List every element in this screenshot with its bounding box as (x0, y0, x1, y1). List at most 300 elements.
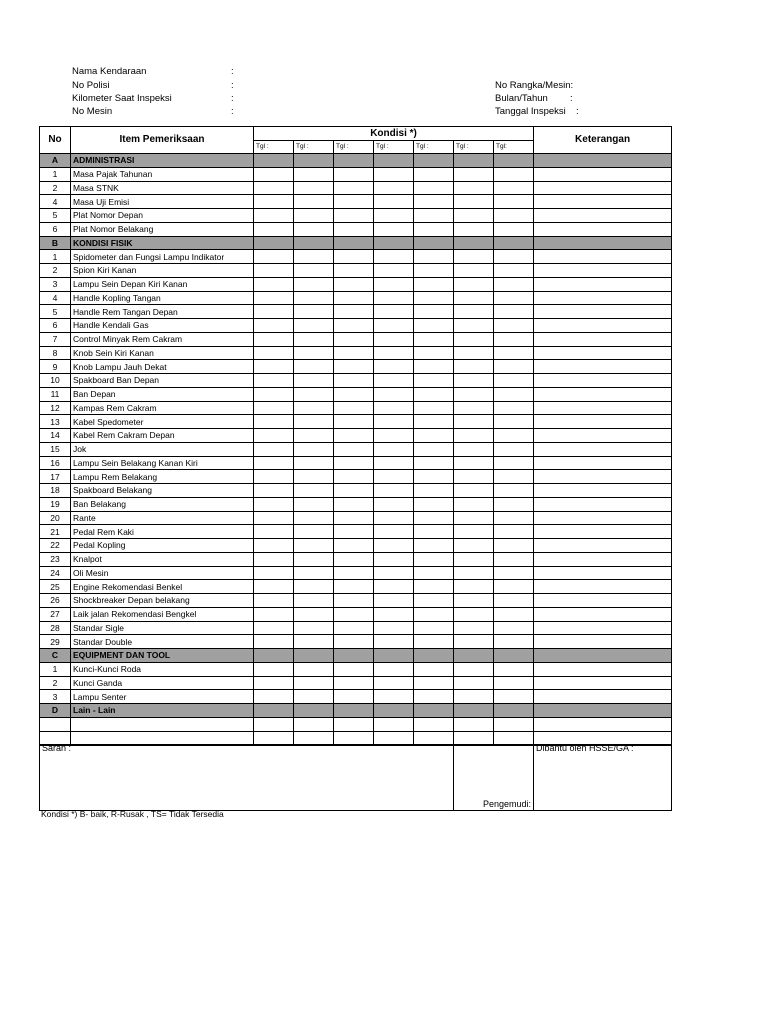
kondisi-cell[interactable] (334, 731, 374, 745)
kondisi-cell[interactable] (254, 209, 294, 223)
keterangan-cell[interactable] (534, 195, 672, 209)
kondisi-cell[interactable] (374, 580, 414, 594)
kondisi-cell[interactable] (414, 470, 454, 484)
kondisi-cell[interactable] (254, 607, 294, 621)
kondisi-cell[interactable] (454, 374, 494, 388)
kondisi-cell[interactable] (494, 291, 534, 305)
kondisi-cell[interactable] (334, 552, 374, 566)
kondisi-cell[interactable] (454, 662, 494, 676)
kondisi-cell[interactable] (494, 676, 534, 690)
kondisi-cell[interactable] (494, 690, 534, 704)
kondisi-cell[interactable] (494, 456, 534, 470)
keterangan-cell[interactable] (534, 387, 672, 401)
kondisi-cell[interactable] (294, 387, 334, 401)
kondisi-cell[interactable] (414, 319, 454, 333)
tgl-header-cell[interactable]: Tgl : (414, 141, 454, 154)
kondisi-cell[interactable] (454, 621, 494, 635)
kondisi-cell[interactable] (414, 552, 454, 566)
keterangan-cell[interactable] (534, 181, 672, 195)
kondisi-cell[interactable] (254, 332, 294, 346)
kondisi-cell[interactable] (374, 167, 414, 181)
kondisi-cell[interactable] (254, 181, 294, 195)
keterangan-cell[interactable] (534, 291, 672, 305)
kondisi-cell[interactable] (494, 429, 534, 443)
kondisi-cell[interactable] (414, 332, 454, 346)
kondisi-cell[interactable] (254, 717, 294, 731)
kondisi-cell[interactable] (454, 277, 494, 291)
kondisi-cell[interactable] (374, 360, 414, 374)
tgl-header-cell[interactable]: Tgl : (454, 141, 494, 154)
kondisi-cell[interactable] (334, 676, 374, 690)
kondisi-cell[interactable] (294, 635, 334, 649)
kondisi-cell[interactable] (414, 717, 454, 731)
kondisi-cell[interactable] (254, 442, 294, 456)
kondisi-cell[interactable] (454, 319, 494, 333)
keterangan-cell[interactable] (534, 209, 672, 223)
kondisi-cell[interactable] (414, 167, 454, 181)
kondisi-cell[interactable] (294, 250, 334, 264)
kondisi-cell[interactable] (294, 731, 334, 745)
kondisi-cell[interactable] (414, 621, 454, 635)
kondisi-cell[interactable] (334, 401, 374, 415)
keterangan-cell[interactable] (534, 250, 672, 264)
kondisi-cell[interactable] (294, 552, 334, 566)
kondisi-cell[interactable] (254, 580, 294, 594)
kondisi-cell[interactable] (294, 662, 334, 676)
dibantu-field[interactable] (534, 743, 672, 811)
kondisi-cell[interactable] (294, 621, 334, 635)
kondisi-cell[interactable] (334, 264, 374, 278)
kondisi-cell[interactable] (334, 621, 374, 635)
kondisi-cell[interactable] (414, 484, 454, 498)
kondisi-cell[interactable] (294, 415, 334, 429)
tgl-header-cell[interactable]: Tgl: (494, 141, 534, 154)
kondisi-cell[interactable] (334, 181, 374, 195)
kondisi-cell[interactable] (454, 222, 494, 236)
kondisi-cell[interactable] (414, 209, 454, 223)
kondisi-cell[interactable] (254, 470, 294, 484)
kondisi-cell[interactable] (494, 497, 534, 511)
kondisi-cell[interactable] (334, 332, 374, 346)
kondisi-cell[interactable] (334, 360, 374, 374)
kondisi-cell[interactable] (454, 525, 494, 539)
keterangan-cell[interactable] (534, 222, 672, 236)
keterangan-cell[interactable] (534, 484, 672, 498)
keterangan-cell[interactable] (534, 264, 672, 278)
kondisi-cell[interactable] (374, 346, 414, 360)
kondisi-cell[interactable] (254, 264, 294, 278)
kondisi-cell[interactable] (294, 511, 334, 525)
kondisi-cell[interactable] (454, 401, 494, 415)
saran-field[interactable] (40, 743, 454, 811)
kondisi-cell[interactable] (294, 401, 334, 415)
kondisi-cell[interactable] (294, 319, 334, 333)
kondisi-cell[interactable] (414, 525, 454, 539)
kondisi-cell[interactable] (494, 305, 534, 319)
kondisi-cell[interactable] (494, 167, 534, 181)
kondisi-cell[interactable] (294, 429, 334, 443)
kondisi-cell[interactable] (494, 484, 534, 498)
kondisi-cell[interactable] (494, 442, 534, 456)
keterangan-cell[interactable] (534, 566, 672, 580)
kondisi-cell[interactable] (494, 319, 534, 333)
kondisi-cell[interactable] (414, 181, 454, 195)
kondisi-cell[interactable] (494, 346, 534, 360)
kondisi-cell[interactable] (334, 387, 374, 401)
kondisi-cell[interactable] (454, 731, 494, 745)
kondisi-cell[interactable] (334, 429, 374, 443)
kondisi-cell[interactable] (454, 195, 494, 209)
kondisi-cell[interactable] (374, 662, 414, 676)
kondisi-cell[interactable] (454, 167, 494, 181)
kondisi-cell[interactable] (254, 222, 294, 236)
kondisi-cell[interactable] (494, 635, 534, 649)
pengemudi-field[interactable] (454, 746, 534, 811)
kondisi-cell[interactable] (374, 374, 414, 388)
kondisi-cell[interactable] (494, 401, 534, 415)
kondisi-cell[interactable] (494, 415, 534, 429)
kondisi-cell[interactable] (454, 209, 494, 223)
kondisi-cell[interactable] (294, 346, 334, 360)
kondisi-cell[interactable] (294, 497, 334, 511)
kondisi-cell[interactable] (454, 305, 494, 319)
kondisi-cell[interactable] (414, 594, 454, 608)
kondisi-cell[interactable] (374, 717, 414, 731)
keterangan-cell[interactable] (534, 539, 672, 553)
kondisi-cell[interactable] (414, 690, 454, 704)
kondisi-cell[interactable] (294, 332, 334, 346)
kondisi-cell[interactable] (494, 470, 534, 484)
kondisi-cell[interactable] (254, 291, 294, 305)
kondisi-cell[interactable] (254, 387, 294, 401)
kondisi-cell[interactable] (414, 346, 454, 360)
kondisi-cell[interactable] (414, 511, 454, 525)
keterangan-cell[interactable] (534, 676, 672, 690)
kondisi-cell[interactable] (254, 195, 294, 209)
kondisi-cell[interactable] (494, 264, 534, 278)
kondisi-cell[interactable] (334, 277, 374, 291)
kondisi-cell[interactable] (334, 195, 374, 209)
keterangan-cell[interactable] (534, 635, 672, 649)
kondisi-cell[interactable] (374, 401, 414, 415)
keterangan-cell[interactable] (534, 594, 672, 608)
kondisi-cell[interactable] (454, 360, 494, 374)
kondisi-cell[interactable] (454, 539, 494, 553)
kondisi-cell[interactable] (294, 470, 334, 484)
kondisi-cell[interactable] (414, 305, 454, 319)
kondisi-cell[interactable] (334, 222, 374, 236)
kondisi-cell[interactable] (414, 250, 454, 264)
kondisi-cell[interactable] (374, 181, 414, 195)
kondisi-cell[interactable] (334, 580, 374, 594)
kondisi-cell[interactable] (254, 635, 294, 649)
kondisi-cell[interactable] (334, 497, 374, 511)
kondisi-cell[interactable] (494, 250, 534, 264)
kondisi-cell[interactable] (494, 277, 534, 291)
keterangan-cell[interactable] (534, 442, 672, 456)
kondisi-cell[interactable] (454, 264, 494, 278)
kondisi-cell[interactable] (414, 429, 454, 443)
kondisi-cell[interactable] (374, 429, 414, 443)
kondisi-cell[interactable] (454, 250, 494, 264)
kondisi-cell[interactable] (414, 731, 454, 745)
kondisi-cell[interactable] (454, 690, 494, 704)
kondisi-cell[interactable] (294, 690, 334, 704)
kondisi-cell[interactable] (374, 731, 414, 745)
kondisi-cell[interactable] (254, 277, 294, 291)
kondisi-cell[interactable] (294, 291, 334, 305)
kondisi-cell[interactable] (454, 552, 494, 566)
kondisi-cell[interactable] (374, 525, 414, 539)
kondisi-cell[interactable] (254, 429, 294, 443)
kondisi-cell[interactable] (494, 181, 534, 195)
kondisi-cell[interactable] (334, 250, 374, 264)
kondisi-cell[interactable] (294, 277, 334, 291)
kondisi-cell[interactable] (334, 484, 374, 498)
kondisi-cell[interactable] (374, 250, 414, 264)
kondisi-cell[interactable] (454, 181, 494, 195)
kondisi-cell[interactable] (374, 470, 414, 484)
kondisi-cell[interactable] (294, 442, 334, 456)
kondisi-cell[interactable] (494, 222, 534, 236)
kondisi-cell[interactable] (254, 497, 294, 511)
kondisi-cell[interactable] (494, 387, 534, 401)
kondisi-cell[interactable] (334, 594, 374, 608)
kondisi-cell[interactable] (414, 607, 454, 621)
kondisi-cell[interactable] (254, 360, 294, 374)
kondisi-cell[interactable] (374, 305, 414, 319)
kondisi-cell[interactable] (294, 566, 334, 580)
kondisi-cell[interactable] (454, 291, 494, 305)
kondisi-cell[interactable] (454, 580, 494, 594)
kondisi-cell[interactable] (494, 621, 534, 635)
keterangan-cell[interactable] (534, 401, 672, 415)
keterangan-cell[interactable] (534, 607, 672, 621)
kondisi-cell[interactable] (494, 566, 534, 580)
kondisi-cell[interactable] (454, 594, 494, 608)
keterangan-cell[interactable] (534, 621, 672, 635)
kondisi-cell[interactable] (414, 566, 454, 580)
kondisi-cell[interactable] (334, 690, 374, 704)
kondisi-cell[interactable] (254, 676, 294, 690)
keterangan-cell[interactable] (534, 429, 672, 443)
kondisi-cell[interactable] (414, 360, 454, 374)
kondisi-cell[interactable] (454, 442, 494, 456)
keterangan-cell[interactable] (534, 319, 672, 333)
tgl-header-cell[interactable]: Tgl : (374, 141, 414, 154)
kondisi-cell[interactable] (494, 580, 534, 594)
kondisi-cell[interactable] (374, 209, 414, 223)
kondisi-cell[interactable] (414, 456, 454, 470)
kondisi-cell[interactable] (414, 401, 454, 415)
kondisi-cell[interactable] (334, 374, 374, 388)
kondisi-cell[interactable] (294, 181, 334, 195)
kondisi-cell[interactable] (374, 690, 414, 704)
kondisi-cell[interactable] (254, 552, 294, 566)
kondisi-cell[interactable] (254, 690, 294, 704)
tgl-header-cell[interactable]: Tgl : (334, 141, 374, 154)
kondisi-cell[interactable] (254, 305, 294, 319)
kondisi-cell[interactable] (294, 539, 334, 553)
kondisi-cell[interactable] (254, 484, 294, 498)
kondisi-cell[interactable] (254, 662, 294, 676)
kondisi-cell[interactable] (334, 167, 374, 181)
kondisi-cell[interactable] (334, 291, 374, 305)
kondisi-cell[interactable] (414, 676, 454, 690)
tgl-header-cell[interactable]: Tgl : (254, 141, 294, 154)
kondisi-cell[interactable] (374, 552, 414, 566)
kondisi-cell[interactable] (454, 511, 494, 525)
kondisi-cell[interactable] (414, 277, 454, 291)
kondisi-cell[interactable] (454, 607, 494, 621)
kondisi-cell[interactable] (494, 209, 534, 223)
kondisi-cell[interactable] (334, 209, 374, 223)
keterangan-cell[interactable] (534, 305, 672, 319)
kondisi-cell[interactable] (414, 497, 454, 511)
kondisi-cell[interactable] (374, 456, 414, 470)
kondisi-cell[interactable] (334, 470, 374, 484)
keterangan-cell[interactable] (534, 511, 672, 525)
kondisi-cell[interactable] (414, 387, 454, 401)
kondisi-cell[interactable] (374, 511, 414, 525)
kondisi-cell[interactable] (294, 594, 334, 608)
kondisi-cell[interactable] (294, 305, 334, 319)
kondisi-cell[interactable] (374, 594, 414, 608)
kondisi-cell[interactable] (254, 401, 294, 415)
kondisi-cell[interactable] (414, 264, 454, 278)
kondisi-cell[interactable] (334, 662, 374, 676)
keterangan-cell[interactable] (534, 277, 672, 291)
kondisi-cell[interactable] (494, 511, 534, 525)
kondisi-cell[interactable] (414, 291, 454, 305)
keterangan-cell[interactable] (534, 525, 672, 539)
kondisi-cell[interactable] (254, 566, 294, 580)
kondisi-cell[interactable] (334, 346, 374, 360)
kondisi-cell[interactable] (254, 621, 294, 635)
kondisi-cell[interactable] (334, 456, 374, 470)
kondisi-cell[interactable] (454, 717, 494, 731)
kondisi-cell[interactable] (454, 566, 494, 580)
kondisi-cell[interactable] (254, 250, 294, 264)
kondisi-cell[interactable] (414, 539, 454, 553)
keterangan-cell[interactable] (534, 332, 672, 346)
kondisi-cell[interactable] (494, 332, 534, 346)
kondisi-cell[interactable] (494, 539, 534, 553)
kondisi-cell[interactable] (494, 731, 534, 745)
kondisi-cell[interactable] (454, 415, 494, 429)
kondisi-cell[interactable] (254, 511, 294, 525)
kondisi-cell[interactable] (374, 387, 414, 401)
kondisi-cell[interactable] (294, 456, 334, 470)
kondisi-cell[interactable] (494, 374, 534, 388)
kondisi-cell[interactable] (454, 484, 494, 498)
kondisi-cell[interactable] (294, 525, 334, 539)
kondisi-cell[interactable] (334, 319, 374, 333)
kondisi-cell[interactable] (294, 374, 334, 388)
kondisi-cell[interactable] (494, 552, 534, 566)
kondisi-cell[interactable] (294, 360, 334, 374)
kondisi-cell[interactable] (494, 195, 534, 209)
kondisi-cell[interactable] (454, 387, 494, 401)
kondisi-cell[interactable] (494, 717, 534, 731)
kondisi-cell[interactable] (254, 374, 294, 388)
kondisi-cell[interactable] (334, 539, 374, 553)
kondisi-cell[interactable] (454, 346, 494, 360)
kondisi-cell[interactable] (334, 566, 374, 580)
kondisi-cell[interactable] (254, 525, 294, 539)
kondisi-cell[interactable] (294, 676, 334, 690)
kondisi-cell[interactable] (294, 607, 334, 621)
keterangan-cell[interactable] (534, 470, 672, 484)
kondisi-cell[interactable] (454, 676, 494, 690)
keterangan-cell[interactable] (534, 552, 672, 566)
kondisi-cell[interactable] (374, 291, 414, 305)
kondisi-cell[interactable] (374, 332, 414, 346)
kondisi-cell[interactable] (374, 497, 414, 511)
tgl-header-cell[interactable]: Tgl : (294, 141, 334, 154)
keterangan-cell[interactable] (534, 717, 672, 731)
kondisi-cell[interactable] (254, 319, 294, 333)
kondisi-cell[interactable] (294, 580, 334, 594)
kondisi-cell[interactable] (334, 415, 374, 429)
keterangan-cell[interactable] (534, 346, 672, 360)
kondisi-cell[interactable] (374, 539, 414, 553)
kondisi-cell[interactable] (254, 415, 294, 429)
kondisi-cell[interactable] (454, 456, 494, 470)
kondisi-cell[interactable] (454, 470, 494, 484)
kondisi-cell[interactable] (254, 456, 294, 470)
keterangan-cell[interactable] (534, 662, 672, 676)
kondisi-cell[interactable] (334, 717, 374, 731)
kondisi-cell[interactable] (254, 346, 294, 360)
kondisi-cell[interactable] (374, 484, 414, 498)
kondisi-cell[interactable] (454, 635, 494, 649)
kondisi-cell[interactable] (254, 167, 294, 181)
kondisi-cell[interactable] (414, 580, 454, 594)
kondisi-cell[interactable] (374, 195, 414, 209)
kondisi-cell[interactable] (334, 635, 374, 649)
kondisi-cell[interactable] (374, 676, 414, 690)
kondisi-cell[interactable] (374, 415, 414, 429)
kondisi-cell[interactable] (454, 497, 494, 511)
kondisi-cell[interactable] (254, 594, 294, 608)
kondisi-cell[interactable] (494, 594, 534, 608)
kondisi-cell[interactable] (374, 607, 414, 621)
kondisi-cell[interactable] (334, 607, 374, 621)
kondisi-cell[interactable] (294, 484, 334, 498)
kondisi-cell[interactable] (374, 319, 414, 333)
kondisi-cell[interactable] (494, 607, 534, 621)
kondisi-cell[interactable] (414, 662, 454, 676)
keterangan-cell[interactable] (534, 167, 672, 181)
kondisi-cell[interactable] (414, 415, 454, 429)
keterangan-cell[interactable] (534, 415, 672, 429)
kondisi-cell[interactable] (294, 717, 334, 731)
kondisi-cell[interactable] (254, 539, 294, 553)
keterangan-cell[interactable] (534, 690, 672, 704)
kondisi-cell[interactable] (414, 442, 454, 456)
keterangan-cell[interactable] (534, 456, 672, 470)
kondisi-cell[interactable] (294, 167, 334, 181)
kondisi-cell[interactable] (254, 731, 294, 745)
kondisi-cell[interactable] (374, 277, 414, 291)
kondisi-cell[interactable] (374, 566, 414, 580)
keterangan-cell[interactable] (534, 360, 672, 374)
kondisi-cell[interactable] (374, 442, 414, 456)
kondisi-cell[interactable] (294, 222, 334, 236)
kondisi-cell[interactable] (414, 635, 454, 649)
kondisi-cell[interactable] (374, 222, 414, 236)
